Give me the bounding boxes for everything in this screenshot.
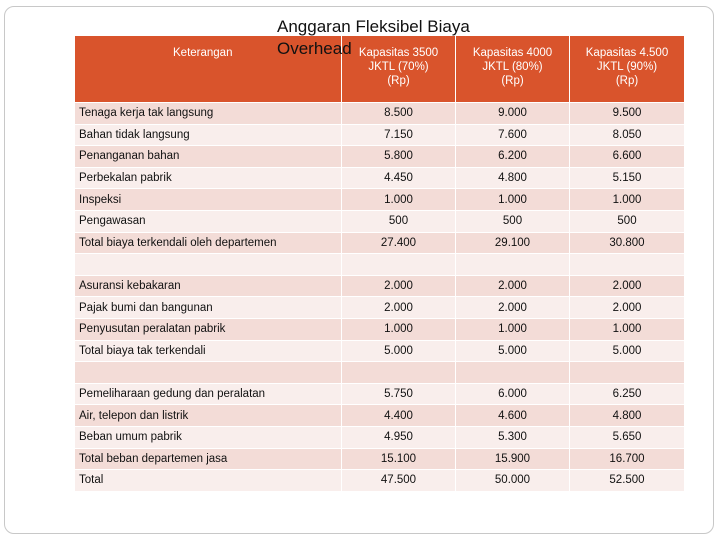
row-label: Total beban departemen jasa <box>75 448 342 470</box>
row-value: 1.000 <box>570 189 685 211</box>
row-label: Total <box>75 470 342 492</box>
row-value: 5.000 <box>456 340 570 362</box>
row-value: 2.000 <box>342 297 456 319</box>
row-value: 1.000 <box>342 318 456 340</box>
row-value: 2.000 <box>342 275 456 297</box>
row-label: Inspeksi <box>75 189 342 211</box>
row-value: 50.000 <box>456 470 570 492</box>
row-value: 5.650 <box>570 426 685 448</box>
row-label: Air, telepon dan listrik <box>75 405 342 427</box>
row-value: 4.400 <box>342 405 456 427</box>
row-label <box>75 254 342 276</box>
row-label: Bahan tidak langsung <box>75 124 342 146</box>
row-value: 30.800 <box>570 232 685 254</box>
table-row <box>75 189 685 211</box>
row-value: 8.050 <box>570 124 685 146</box>
row-value <box>456 362 570 384</box>
table-row <box>75 254 685 276</box>
table-row <box>75 470 685 492</box>
row-value <box>456 254 570 276</box>
row-value: 1.000 <box>342 189 456 211</box>
row-label <box>75 362 342 384</box>
row-value: 4.950 <box>342 426 456 448</box>
row-label: Perbekalan pabrik <box>75 167 342 189</box>
row-value: 6.000 <box>456 383 570 405</box>
row-value: 6.600 <box>570 146 685 168</box>
row-label: Tenaga kerja tak langsung <box>75 103 342 125</box>
table-row <box>75 146 685 168</box>
row-value <box>342 362 456 384</box>
row-value: 500 <box>342 210 456 232</box>
row-value: 27.400 <box>342 232 456 254</box>
header-kapasitas-80 <box>456 36 570 103</box>
table-row <box>75 275 685 297</box>
row-value: 15.900 <box>456 448 570 470</box>
table-row <box>75 405 685 427</box>
header-kapasitas-90 <box>570 36 685 103</box>
table-row <box>75 167 685 189</box>
row-value: 4.450 <box>342 167 456 189</box>
row-value: 5.150 <box>570 167 685 189</box>
row-value: 9.000 <box>456 103 570 125</box>
row-value: 1.000 <box>456 318 570 340</box>
row-value: 9.500 <box>570 103 685 125</box>
row-value: 4.600 <box>456 405 570 427</box>
row-value: 16.700 <box>570 448 685 470</box>
row-label: Pajak bumi dan bangunan <box>75 297 342 319</box>
row-value: 47.500 <box>342 470 456 492</box>
table-row <box>75 103 685 125</box>
row-value: 5.750 <box>342 383 456 405</box>
row-value: 6.200 <box>456 146 570 168</box>
row-value: 52.500 <box>570 470 685 492</box>
row-value: 500 <box>570 210 685 232</box>
row-value <box>570 254 685 276</box>
row-value: 5.300 <box>456 426 570 448</box>
table-row <box>75 383 685 405</box>
row-label: Beban umum pabrik <box>75 426 342 448</box>
row-value: 4.800 <box>456 167 570 189</box>
header-kapasitas-90-label: Kapasitas 4.500 JKTL (90%) (Rp) <box>585 47 669 87</box>
row-value: 5.000 <box>342 340 456 362</box>
table-row <box>75 232 685 254</box>
row-value <box>342 254 456 276</box>
row-label: Pengawasan <box>75 210 342 232</box>
budget-table <box>74 35 685 492</box>
row-value: 5.800 <box>342 146 456 168</box>
table-row <box>75 318 685 340</box>
table-row <box>75 362 685 384</box>
row-value: 29.100 <box>456 232 570 254</box>
table-row <box>75 426 685 448</box>
header-keterangan: Keterangan <box>75 36 342 103</box>
header-kapasitas-80-label: Kapasitas 4000 JKTL (80%) (Rp) <box>472 47 553 87</box>
row-value: 6.250 <box>570 383 685 405</box>
row-value: 5.000 <box>570 340 685 362</box>
table-row <box>75 210 685 232</box>
table-row <box>75 340 685 362</box>
row-label: Pemeliharaan gedung dan peralatan <box>75 383 342 405</box>
table-row <box>75 124 685 146</box>
table-row <box>75 297 685 319</box>
row-label: Penanganan bahan <box>75 146 342 168</box>
row-value <box>570 362 685 384</box>
row-label: Penyusutan peralatan pabrik <box>75 318 342 340</box>
row-value: 2.000 <box>456 297 570 319</box>
row-label: Asuransi kebakaran <box>75 275 342 297</box>
table-row <box>75 448 685 470</box>
row-value: 4.800 <box>570 405 685 427</box>
row-label: Total biaya terkendali oleh departemen <box>75 232 342 254</box>
row-value: 2.000 <box>570 275 685 297</box>
header-kapasitas-70-label: Kapasitas 3500 JKTL (70%) (Rp) <box>358 47 439 87</box>
row-value: 1.000 <box>456 189 570 211</box>
slide-title: Anggaran Fleksibel Biaya Overhead <box>277 17 470 58</box>
row-value: 7.600 <box>456 124 570 146</box>
row-label: Total biaya tak terkendali <box>75 340 342 362</box>
row-value: 8.500 <box>342 103 456 125</box>
row-value: 2.000 <box>570 297 685 319</box>
row-value: 7.150 <box>342 124 456 146</box>
row-value: 1.000 <box>570 318 685 340</box>
row-value: 2.000 <box>456 275 570 297</box>
row-value: 15.100 <box>342 448 456 470</box>
row-value: 500 <box>456 210 570 232</box>
